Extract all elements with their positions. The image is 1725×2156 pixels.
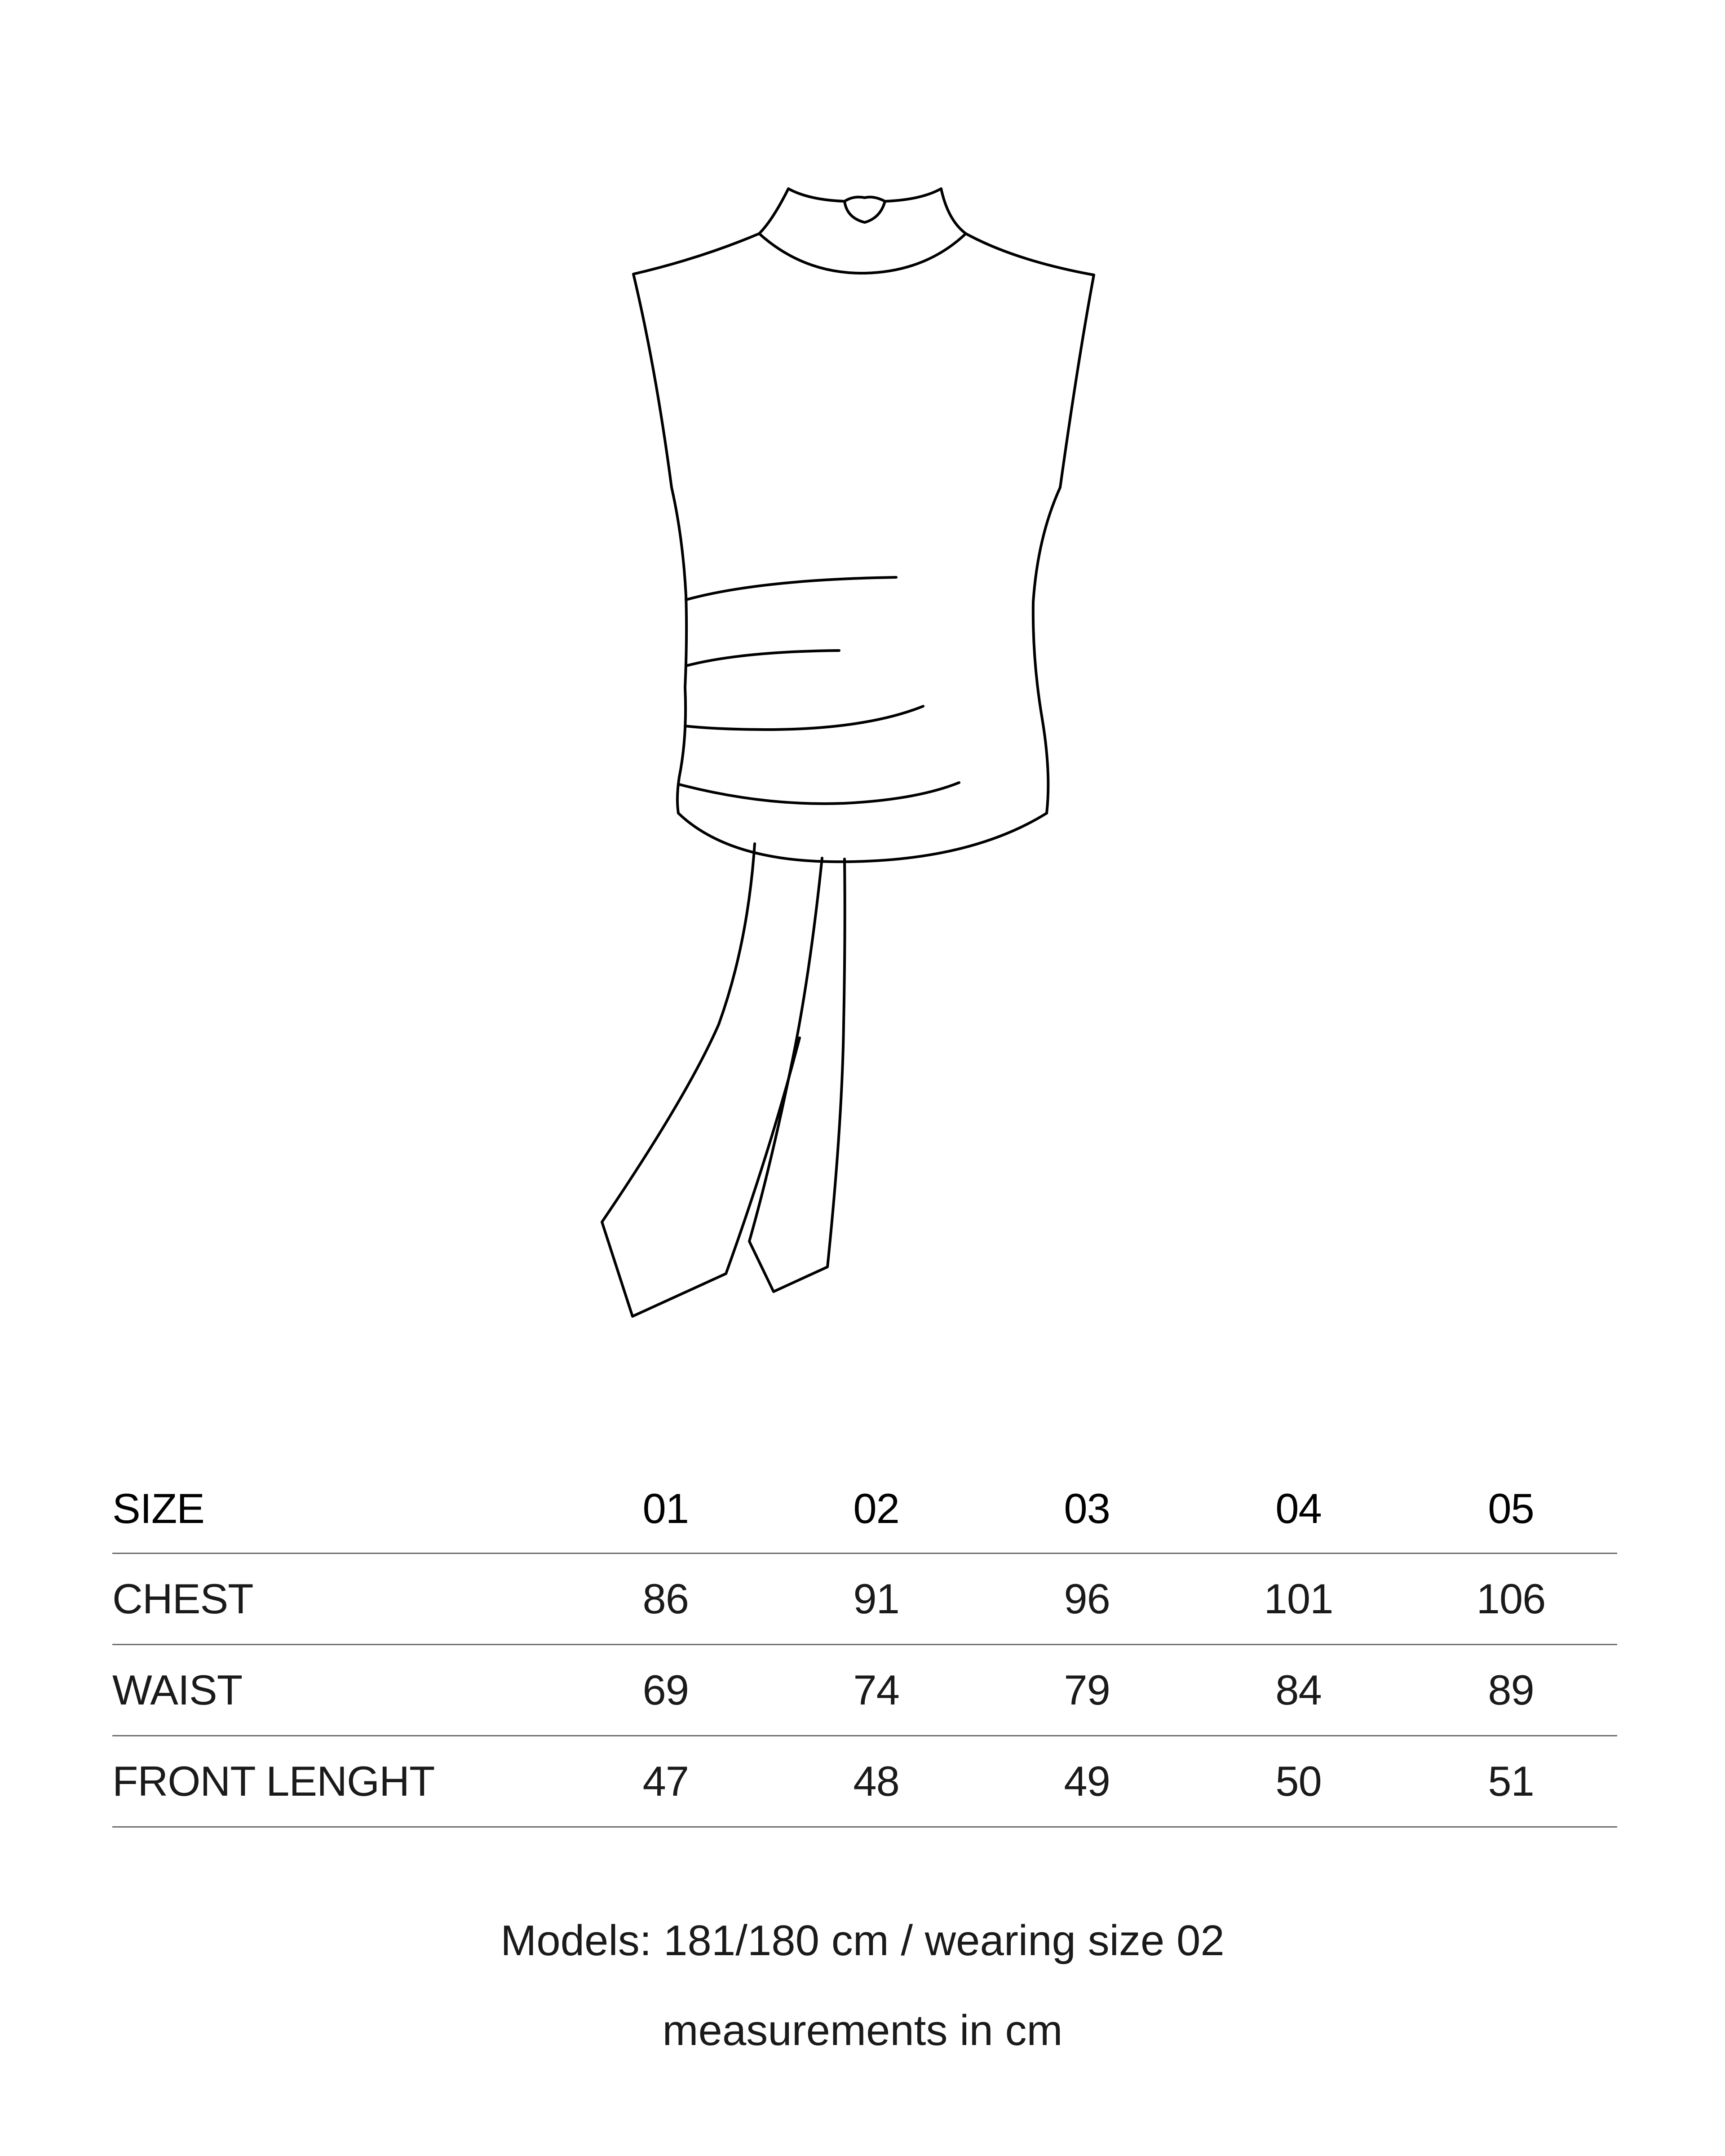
hem bbox=[678, 813, 1047, 862]
size-03: 03 bbox=[982, 1465, 1192, 1554]
row-label-front-length: FRONT LENGHT bbox=[112, 1736, 560, 1827]
waist-value: 74 bbox=[771, 1645, 982, 1736]
sash-right bbox=[749, 858, 845, 1292]
size-04: 04 bbox=[1192, 1465, 1405, 1554]
front-length-value: 48 bbox=[771, 1736, 982, 1827]
chest-value: 96 bbox=[982, 1554, 1192, 1645]
collar-top bbox=[788, 189, 941, 201]
size-chart-table bbox=[112, 1465, 1617, 1828]
waist-value: 84 bbox=[1192, 1645, 1405, 1736]
front-length-value: 51 bbox=[1405, 1736, 1617, 1827]
chest-value: 106 bbox=[1405, 1554, 1617, 1645]
size-02: 02 bbox=[771, 1465, 982, 1554]
size-header-label: SIZE bbox=[112, 1465, 560, 1554]
fold-2 bbox=[686, 651, 839, 666]
front-length-value: 47 bbox=[560, 1736, 771, 1827]
waist-value: 89 bbox=[1405, 1645, 1617, 1736]
waist-value: 79 bbox=[982, 1645, 1192, 1736]
fold-4 bbox=[679, 783, 959, 804]
row-label-waist: WAIST bbox=[112, 1645, 560, 1736]
size-05: 05 bbox=[1405, 1465, 1617, 1554]
chest-value: 86 bbox=[560, 1554, 771, 1645]
row-label-chest: CHEST bbox=[112, 1554, 560, 1645]
table-row bbox=[112, 1554, 1617, 1645]
table-row bbox=[112, 1645, 1617, 1736]
right-armhole bbox=[966, 234, 1094, 813]
size-header-row bbox=[112, 1465, 1617, 1554]
size-01: 01 bbox=[560, 1465, 771, 1554]
units-note: measurements in cm bbox=[662, 2006, 1063, 2054]
chest-value: 91 bbox=[771, 1554, 982, 1645]
models-note: Models: 181/180 cm / wearing size 02 bbox=[500, 1917, 1225, 1965]
fold-3 bbox=[685, 706, 923, 730]
collar-outline bbox=[759, 189, 966, 273]
front-length-value: 50 bbox=[1192, 1736, 1405, 1827]
table-row bbox=[112, 1736, 1617, 1827]
sash-left bbox=[602, 844, 800, 1316]
front-length-value: 49 bbox=[982, 1736, 1192, 1827]
back-button bbox=[845, 197, 885, 222]
fold-1 bbox=[686, 577, 896, 600]
waist-value: 69 bbox=[560, 1645, 771, 1736]
chest-value: 101 bbox=[1192, 1554, 1405, 1645]
